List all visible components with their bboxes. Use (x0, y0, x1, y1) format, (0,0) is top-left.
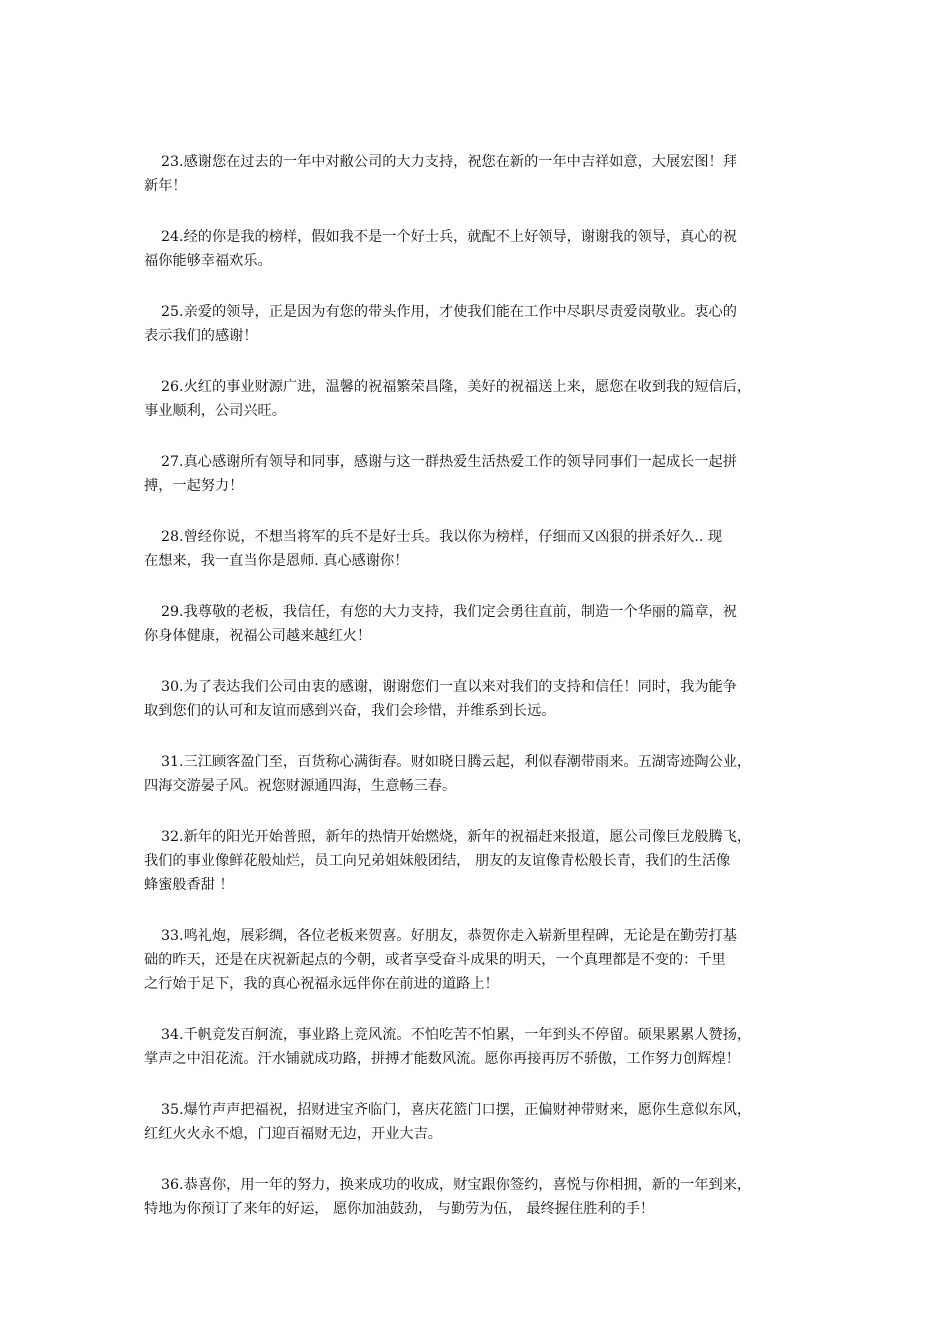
paragraph-line: 掌声之中泪花流。汗水铺就成功路，拼搏才能数风流。愿你再接再厉不骄傲，工作努力创辉煌！ (144, 1051, 740, 1067)
paragraph-line: 24.经的你是我的榜样，假如我不是一个好士兵，就配不上好领导，谢谢我的领导，真心的祝 (161, 229, 737, 245)
paragraph-23 (144, 150, 812, 198)
paragraph-line: 础的昨天，还是在庆祝新起点的今朝，或者享受奋斗成果的明天，一个真理都是不变的：千里 (144, 952, 726, 968)
paragraph-line: 在想来，我一直当你是恩师. 真心感谢你！ (144, 553, 409, 569)
paragraph-line: 27.真心感谢所有领导和同事，感谢与这一群热爱生活热爱工作的领导同事们一起成长一起拼 (161, 454, 737, 470)
paragraph-25 (144, 300, 812, 348)
paragraph-27 (144, 450, 812, 498)
paragraph-line: 36.恭喜你，用一年的努力，换来成功的收成，财宝跟你签约，喜悦与你相拥，新的一年到来， (161, 1177, 752, 1193)
paragraph-line: 30.为了表达我们公司由衷的感谢，谢谢您们一直以来对我们的支持和信任！同时，我为能争 (161, 679, 737, 695)
paragraph-line: 34.千帆竞发百舸流，事业路上竞风流。不怕吃苦不怕累，一年到头不停留。硕果累累人赞扬， (161, 1027, 752, 1043)
paragraph-36 (144, 1173, 812, 1221)
paragraph-line: 23.感谢您在过去的一年中对敝公司的大力支持，祝您在新的一年中吉祥如意，大展宏图！拜 (161, 154, 737, 170)
paragraph-line: 32.新年的阳光开始普照，新年的热情开始燃烧，新年的祝福赶来报道，愿公司像巨龙般腾飞， (161, 829, 752, 845)
paragraph-line: 搏，一起努力！ (144, 478, 244, 494)
document-body (144, 150, 812, 1248)
paragraph-30 (144, 675, 812, 723)
paragraph-line: 红红火火永不熄，门迎百福财无边，开业大吉。 (144, 1126, 442, 1142)
paragraph-34 (144, 1023, 812, 1071)
paragraph-line: 取到您们的认可和友谊而感到兴奋，我们会珍惜，并维系到长远。 (144, 703, 556, 719)
paragraph-line: 新年！ (144, 178, 187, 194)
paragraph-line: 你身体健康，祝福公司越来越红火！ (144, 628, 372, 644)
paragraph-line: 28.曾经你说，不想当将军的兵不是好士兵。我以你为榜样，仔细而又凶狠的拼杀好久.. 现 (161, 529, 723, 545)
paragraph-line: 33.鸣礼炮，展彩绸，各位老板来贺喜。好朋友，恭贺你走入崭新里程碑，无论是在勤劳打基 (161, 928, 737, 944)
paragraph-line: 25.亲爱的领导，正是因为有您的带头作用，才使我们能在工作中尽职尽责爱岗敬业。衷心的 (161, 304, 737, 320)
paragraph-35 (144, 1098, 812, 1146)
paragraph-28 (144, 525, 812, 573)
paragraph-29 (144, 600, 812, 648)
paragraph-line: 四海交游晏子风。祝您财源通四海，生意畅三春。 (144, 778, 457, 794)
paragraph-line: 31.三江顾客盈门至，百货称心满街春。财如晓日腾云起，利似春潮带雨来。五湖寄迹陶公业， (161, 754, 752, 770)
paragraph-32 (144, 825, 812, 897)
paragraph-24 (144, 225, 812, 273)
paragraph-line: 事业顺利，公司兴旺。 (144, 403, 286, 419)
paragraph-line: 26.火红的事业财源广进，温馨的祝福繁荣昌隆，美好的祝福送上来，愿您在收到我的短信后， (161, 379, 752, 395)
paragraph-26 (144, 375, 812, 423)
paragraph-line: 福你能够幸福欢乐。 (144, 253, 272, 269)
paragraph-31 (144, 750, 812, 798)
paragraph-line: 表示我们的感谢！ (144, 328, 258, 344)
paragraph-line: 35.爆竹声声把福祝，招财进宝齐临门，喜庆花篮门口摆，正偏财神带财来，愿你生意似东风， (161, 1102, 752, 1118)
paragraph-line: 特地为你预订了来年的好运， 愿你加油鼓劲， 与勤劳为伍， 最终握住胜利的手！ (144, 1201, 655, 1217)
paragraph-line: 蜂蜜般香甜 ！ (144, 877, 234, 893)
paragraph-line: 29.我尊敬的老板，我信任，有您的大力支持，我们定会勇往直前，制造一个华丽的篇章，祝 (161, 604, 737, 620)
paragraph-33 (144, 924, 812, 996)
paragraph-line: 我们的事业像鲜花般灿烂，员工向兄弟姐妹般团结， 朋友的友谊像青松般长青，我们的生活像 (144, 853, 731, 869)
paragraph-line: 之行始于足下，我的真心祝福永远伴你在前进的道路上！ (144, 976, 499, 992)
